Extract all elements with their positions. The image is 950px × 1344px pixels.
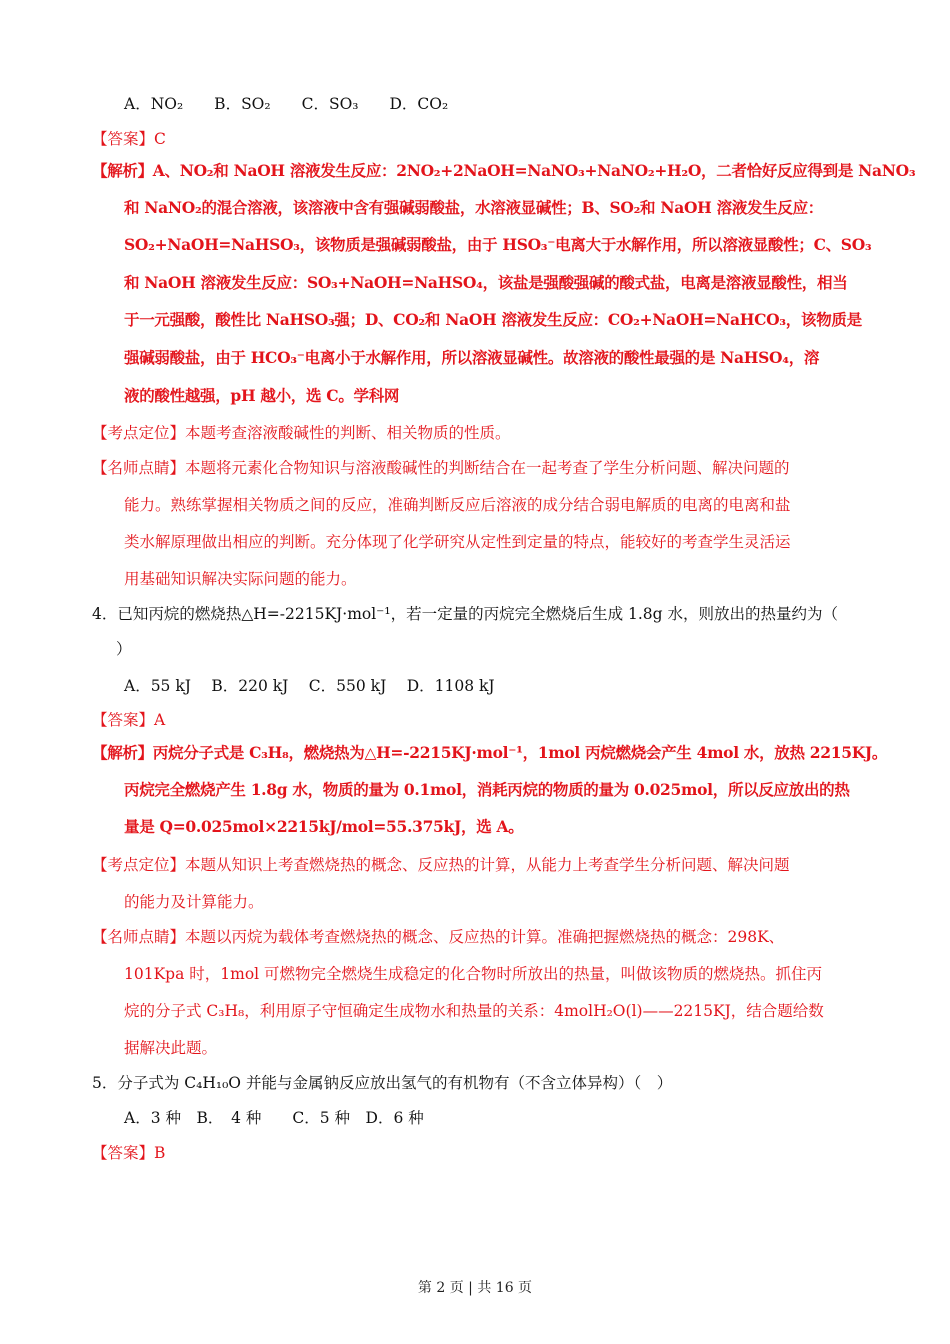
q5-options: A．3 种 B． 4 种 C．5 种 D．6 种 xyxy=(124,1109,424,1127)
q3-analysis-line: 和 NaNO₂的混合溶液，该溶液中含有强碱弱酸盐，水溶液显碱性；B、SO₂和 NaOH 溶液发生反应： xyxy=(124,198,824,217)
q4-options: A．55 kJ B．220 kJ C．550 kJ D．1108 kJ xyxy=(124,677,495,695)
q3-analysis-line: 液的酸性越强，pH 越小，选 C。学科网 xyxy=(124,386,400,405)
q3-analysis-line: 于一元强酸，酸性比 NaHSO₃强；D、CO₂和 NaOH 溶液发生反应：CO₂+NaOH=NaHCO₃，该物质是 xyxy=(124,310,862,329)
q4-analysis: 【解析】丙烷分子式是 C₃H₈，燃烧热为△H=-2215KJ·mol⁻¹，1mol 丙烷燃烧会产生 4mol 水，放热 2215KJ。 xyxy=(92,743,888,762)
q4-answer: 【答案】A xyxy=(92,711,166,729)
q3-teacher-note-line: 能力。熟练掌握相关物质之间的反应，准确判断反应后溶液的成分结合弱电解质的电离的电离和盐 xyxy=(124,496,791,514)
q3-analysis-line: SO₂+NaOH=NaHSO₃，该物质是强碱弱酸盐，由于 HSO₃⁻电离大于水解作用，所以溶液显酸性；C、SO₃ xyxy=(124,235,872,254)
q5-question: 5．分子式为 C₄H₁₀O 并能与金属钠反应放出氢气的有机物有（不含立体异构）（ ） xyxy=(92,1074,673,1092)
q3-analysis: 【解析】A、NO₂和 NaOH 溶液发生反应：2NO₂+2NaOH=NaNO₃+NaNO₂+H₂O，二者恰好反应得到是 NaNO₃ xyxy=(92,161,916,180)
q4-teacher-note-line: 101Kpa 时，1mol 可燃物完全燃烧生成稳定的化合物时所放出的热量，叫做该物质的燃烧热。抓住丙 xyxy=(124,965,823,983)
q4-question: 4．已知丙烷的燃烧热△H=-2215KJ·mol⁻¹，若一定量的丙烷完全燃烧后生成 1.8g 水，则放出的热量约为（ xyxy=(92,605,839,623)
q4-teacher-note: 【名师点睛】本题以丙烷为载体考查燃烧热的概念、反应热的计算。准确把握燃烧热的概念：298K、 xyxy=(92,928,785,946)
q4-analysis-line: 丙烷完全燃烧产生 1.8g 水，物质的量为 0.1mol，消耗丙烷的物质的量为 0.025mol，所以反应放出的热 xyxy=(124,780,850,799)
q4-key-point-line: 的能力及计算能力。 xyxy=(124,893,264,911)
q4-analysis-line: 量是 Q=0.025mol×2215kJ/mol=55.375kJ，选 A。 xyxy=(124,817,524,836)
q4-question-line: ） xyxy=(116,640,132,658)
q5-answer: 【答案】B xyxy=(92,1144,166,1162)
q3-key-point: 【考点定位】本题考查溶液酸碱性的判断、相关物质的性质。 xyxy=(92,424,511,442)
q3-answer: 【答案】C xyxy=(92,130,166,148)
q3-options: A．NO₂ B．SO₂ C．SO₃ D．CO₂ xyxy=(124,95,449,113)
q3-analysis-line: 强碱弱酸盐，由于 HCO₃⁻电离小于水解作用，所以溶液显碱性。故溶液的酸性最强的是 NaHSO₄，溶 xyxy=(124,348,820,367)
q4-teacher-note-line: 烷的分子式 C₃H₈，利用原子守恒确定生成物水和热量的关系：4molH₂O(l)——2215KJ，结合题给数 xyxy=(124,1002,824,1020)
q3-teacher-note: 【名师点睛】本题将元素化合物知识与溶液酸碱性的判断结合在一起考查了学生分析问题、解决问题的 xyxy=(92,459,790,477)
page-footer: 第 2 页 | 共 16 页 xyxy=(417,1280,533,1296)
q3-analysis-line: 和 NaOH 溶液发生反应：SO₃+NaOH=NaHSO₄，该盐是强酸强碱的酸式盐，电离是溶液显酸性，相当 xyxy=(124,273,848,292)
q4-key-point: 【考点定位】本题从知识上考查燃烧热的概念、反应热的计算，从能力上考查学生分析问题、解决问题 xyxy=(92,856,790,874)
q4-teacher-note-line: 据解决此题。 xyxy=(124,1039,218,1057)
q3-teacher-note-line: 用基础知识解决实际问题的能力。 xyxy=(124,570,357,588)
q3-teacher-note-line: 类水解原理做出相应的判断。充分体现了化学研究从定性到定量的特点，能较好的考查学生灵活运 xyxy=(124,533,791,551)
